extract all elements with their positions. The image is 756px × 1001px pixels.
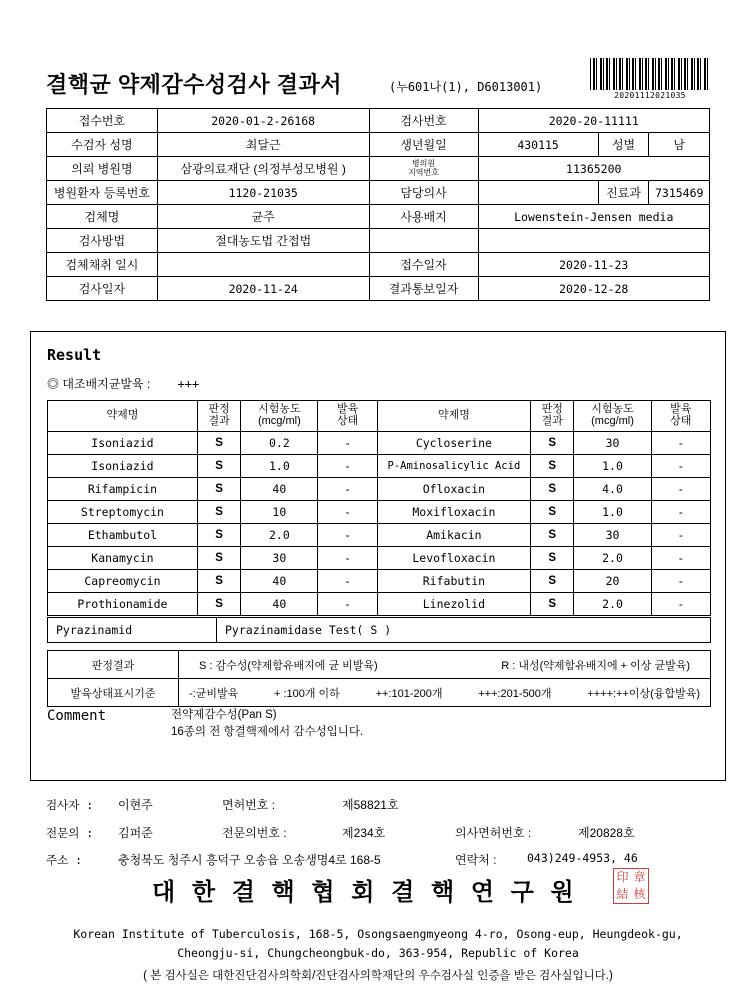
license-value: 제58821호 bbox=[342, 798, 399, 812]
drug-name: Linezolid bbox=[377, 593, 530, 616]
receipt-date-label: 접수일자 bbox=[369, 253, 478, 277]
col-growth-left bbox=[318, 401, 377, 432]
drug-judgement: S bbox=[531, 432, 574, 455]
drug-growth: - bbox=[318, 547, 377, 570]
dept-value: 7315469 bbox=[649, 181, 710, 205]
barcode-block bbox=[590, 58, 710, 100]
col-judgement-right-l1: 판정 bbox=[541, 403, 563, 416]
chart-no-value: 1120-21035 bbox=[157, 181, 369, 205]
table-row bbox=[48, 547, 711, 570]
drug-judgement: S bbox=[197, 570, 240, 593]
table-row bbox=[47, 253, 710, 277]
table-row bbox=[48, 478, 711, 501]
col-judgement-left bbox=[197, 401, 240, 432]
specialist-license-value: 제234호 bbox=[342, 826, 386, 840]
drug-conc: 4.0 bbox=[574, 478, 651, 501]
drug-name: Amikacin bbox=[377, 524, 530, 547]
col-judgement-right bbox=[531, 401, 574, 432]
drug-conc: 10 bbox=[241, 501, 318, 524]
drug-conc: 1.0 bbox=[241, 455, 318, 478]
col-conc-right bbox=[574, 401, 651, 432]
drug-judgement: S bbox=[197, 593, 240, 616]
specimen-label: 검체명 bbox=[47, 205, 158, 229]
drug-judgement: S bbox=[531, 524, 574, 547]
drug-growth: - bbox=[318, 501, 377, 524]
table-row bbox=[48, 651, 711, 679]
drug-name: Levofloxacin bbox=[377, 547, 530, 570]
col-judgement-left-l1: 판정 bbox=[208, 403, 230, 416]
result-title: Result bbox=[47, 346, 102, 364]
col-growth-left-l2: 상태 bbox=[336, 415, 359, 427]
report-date-value: 2020-12-28 bbox=[478, 277, 710, 301]
drug-growth: - bbox=[318, 524, 377, 547]
drug-name: Kanamycin bbox=[48, 547, 198, 570]
report-date-label: 결과통보일자 bbox=[369, 277, 478, 301]
drug-judgement: S bbox=[531, 478, 574, 501]
drug-conc: 40 bbox=[241, 593, 318, 616]
method-value: 절대농도법 간접법 bbox=[157, 229, 369, 253]
table-row bbox=[48, 524, 711, 547]
exam-date-value: 2020-11-24 bbox=[157, 277, 369, 301]
doctor-license-value: 제20828호 bbox=[578, 826, 635, 840]
col-conc-left bbox=[241, 401, 318, 432]
drug-conc: 40 bbox=[241, 478, 318, 501]
media-label: 사용배지 bbox=[369, 205, 478, 229]
col-judgement-right-l2: 결과 bbox=[541, 415, 563, 427]
drug-name: Streptomycin bbox=[48, 501, 198, 524]
institution-code-label-line2: 지역번호 bbox=[408, 167, 439, 177]
institution-code-label-line1: 병의원 bbox=[411, 159, 436, 169]
drug-growth: - bbox=[318, 478, 377, 501]
hospital-label: 의뢰 병원명 bbox=[47, 157, 158, 181]
organization-name: 대 한 결 핵 협 회 결 핵 연 구 원 bbox=[152, 879, 579, 906]
drug-conc: 1.0 bbox=[574, 501, 651, 524]
drug-growth: - bbox=[318, 593, 377, 616]
drug-conc: 0.2 bbox=[241, 432, 318, 455]
patient-name-label: 수검자 성명 bbox=[47, 133, 158, 157]
growth-legend-none: -:균비발육 bbox=[189, 687, 239, 700]
growth-legend-plus3: +++:201-500개 bbox=[478, 687, 552, 700]
doctor-license-label: 의사면허번호 : bbox=[455, 826, 532, 840]
growth-legend-label: 발육상태표시기준 bbox=[48, 679, 179, 707]
specimen-value: 균주 bbox=[157, 205, 369, 229]
contact-value: 043)249-4953, 46 bbox=[527, 851, 638, 865]
drug-judgement: S bbox=[531, 547, 574, 570]
drug-judgement: S bbox=[197, 547, 240, 570]
table-row bbox=[48, 593, 711, 616]
growth-legend-plus1: + :100개 이하 bbox=[273, 687, 340, 700]
specialist-name: 김퍼준 bbox=[118, 826, 153, 840]
examiner-label: 검사자 : bbox=[46, 798, 94, 812]
drug-name: Cycloserine bbox=[377, 432, 530, 455]
col-growth-right-l2: 상태 bbox=[670, 415, 692, 427]
exam-date-label: 검사일자 bbox=[47, 277, 158, 301]
drug-growth: - bbox=[318, 455, 377, 478]
collect-date-value bbox=[157, 253, 369, 277]
stamp-glyph-3: 結 bbox=[616, 887, 629, 901]
growth-legend-plus2: ++:101-200개 bbox=[375, 687, 443, 700]
table-row bbox=[48, 618, 711, 643]
table-row bbox=[47, 205, 710, 229]
drug-conc: 2.0 bbox=[574, 547, 651, 570]
drug-judgement: S bbox=[197, 524, 240, 547]
table-row bbox=[47, 181, 710, 205]
drug-conc: 40 bbox=[241, 570, 318, 593]
drug-table-body bbox=[48, 432, 711, 616]
doctor-label: 담당의사 bbox=[369, 181, 478, 205]
specialist-license-label: 전문의번호 : bbox=[222, 826, 287, 840]
drug-growth: - bbox=[651, 547, 710, 570]
control-growth-value: +++ bbox=[177, 377, 200, 391]
judgement-legend-r: R : 내성(약제함유배지에 + 이상 균발육) bbox=[501, 659, 690, 672]
drug-name: Ethambutol bbox=[48, 524, 198, 547]
drug-conc: 30 bbox=[574, 432, 651, 455]
col-drug-left: 약제명 bbox=[48, 401, 198, 432]
drug-growth: - bbox=[651, 478, 710, 501]
drug-judgement: S bbox=[197, 478, 240, 501]
stamp-icon bbox=[613, 868, 649, 904]
media-value: Lowenstein-Jensen media bbox=[478, 205, 710, 229]
col-judgement-left-l2: 결과 bbox=[208, 415, 230, 427]
drug-name: Isoniazid bbox=[48, 455, 198, 478]
sex-value: 남 bbox=[649, 133, 710, 157]
license-label: 면허번호 : bbox=[222, 798, 276, 812]
collect-date-label: 검체채취 일시 bbox=[47, 253, 158, 277]
control-growth-label: 대조배지균발육 : bbox=[62, 377, 151, 391]
table-row bbox=[47, 109, 710, 133]
judgement-legend-s: S : 감수성(약제함유배지에 균 비발육) bbox=[199, 659, 378, 672]
control-bullet-icon: ◎ bbox=[47, 377, 60, 391]
drug-name: Rifampicin bbox=[48, 478, 198, 501]
drug-conc: 1.0 bbox=[574, 455, 651, 478]
drug-judgement: S bbox=[197, 455, 240, 478]
address-english-line2: Cheongju-si, Chungcheongbuk-do, 363-954, Republic of Korea bbox=[177, 945, 579, 960]
drug-conc: 30 bbox=[241, 547, 318, 570]
method-label: 검사방법 bbox=[47, 229, 158, 253]
drug-growth: - bbox=[651, 501, 710, 524]
birth-value: 430115 bbox=[478, 133, 598, 157]
drug-susceptibility-table bbox=[47, 400, 711, 616]
drug-conc: 2.0 bbox=[241, 524, 318, 547]
pyrazinamid-table bbox=[47, 617, 711, 643]
drug-growth: - bbox=[651, 593, 710, 616]
table-row bbox=[47, 277, 710, 301]
drug-name: Isoniazid bbox=[48, 432, 198, 455]
address-label: 주소 : bbox=[46, 853, 83, 867]
patient-name-value: 최달근 bbox=[157, 133, 369, 157]
legend-table bbox=[47, 650, 711, 707]
table-row bbox=[48, 570, 711, 593]
result-section bbox=[30, 331, 726, 781]
dept-label: 진료과 bbox=[598, 181, 649, 205]
col-conc-left-l2: (mcg/ml) bbox=[257, 415, 301, 427]
barcode-number: 20201112021035 bbox=[614, 91, 686, 100]
growth-legend-plus4: ++++:++이상(융합발육) bbox=[587, 687, 700, 700]
stamp-glyph-1: 印 bbox=[616, 870, 629, 884]
receipt-no-value: 2020-01-2-26168 bbox=[157, 109, 369, 133]
drug-growth: - bbox=[651, 570, 710, 593]
doctor-value bbox=[478, 181, 598, 205]
chart-no-label: 병원환자 등록번호 bbox=[47, 181, 158, 205]
drug-growth: - bbox=[651, 432, 710, 455]
address-value: 충청북도 청주시 흥덕구 오송읍 오송생명4로 168-5 bbox=[118, 853, 381, 867]
drug-conc: 2.0 bbox=[574, 593, 651, 616]
stamp-glyph-4: 核 bbox=[633, 887, 646, 901]
patient-info-table bbox=[46, 108, 710, 301]
drug-name: P-Aminosalicylic Acid bbox=[377, 455, 530, 478]
address-english-line1: Korean Institute of Tuberculosis, 168-5, Osongsaengmyeong 4-ro, Osong-eup, Heungdeok-gu, bbox=[73, 927, 683, 941]
judgement-legend-values bbox=[179, 651, 711, 679]
col-growth-left-l1: 발육 bbox=[336, 403, 359, 416]
drug-growth: - bbox=[318, 432, 377, 455]
accreditation-note: ( 본 검사실은 대한진단검사의학회/진단검사의학재단의 우수검사실 인증을 받은 검사실입니다.) bbox=[143, 970, 613, 982]
test-no-label: 검사번호 bbox=[369, 109, 478, 133]
comment-body bbox=[171, 707, 363, 742]
examiner-name: 이현주 bbox=[118, 798, 153, 812]
table-row bbox=[47, 133, 710, 157]
drug-judgement: S bbox=[197, 501, 240, 524]
table-row bbox=[48, 455, 711, 478]
comment-label: Comment bbox=[47, 708, 107, 724]
document-header bbox=[46, 58, 710, 104]
sex-label: 성별 bbox=[598, 133, 649, 157]
col-growth-right-l1: 발육 bbox=[670, 403, 692, 416]
stamp-glyph-2: 章 bbox=[633, 870, 646, 884]
institution-code-value: 11365200 bbox=[478, 157, 710, 181]
drug-conc: 20 bbox=[574, 570, 651, 593]
drug-name: Rifabutin bbox=[377, 570, 530, 593]
pyrazinamid-value: Pyrazinamidase Test( S ) bbox=[217, 618, 711, 643]
table-row bbox=[47, 157, 710, 181]
drug-growth: - bbox=[318, 570, 377, 593]
contact-label: 연락처 : bbox=[455, 853, 497, 867]
receipt-no-label: 접수번호 bbox=[47, 109, 158, 133]
specialist-label: 전문의 : bbox=[46, 826, 94, 840]
drug-name: Moxifloxacin bbox=[377, 501, 530, 524]
document-code: (누601나(1), D6013001) bbox=[389, 80, 543, 94]
pyrazinamid-label: Pyrazinamid bbox=[48, 618, 217, 643]
drug-judgement: S bbox=[197, 432, 240, 455]
col-growth-right bbox=[651, 401, 710, 432]
barcode-icon bbox=[590, 58, 708, 90]
comment-line-1: 전약제감수성(Pan S) bbox=[171, 709, 277, 721]
drug-name: Capreomycin bbox=[48, 570, 198, 593]
method-blank-1 bbox=[369, 229, 478, 253]
drug-name: Prothionamide bbox=[48, 593, 198, 616]
drug-growth: - bbox=[651, 524, 710, 547]
drug-conc: 30 bbox=[574, 524, 651, 547]
comment-line-2: 16종의 전 항결핵제에서 감수성입니다. bbox=[171, 726, 364, 739]
table-header-row bbox=[48, 401, 711, 432]
growth-legend-values bbox=[179, 679, 711, 707]
col-conc-right-l1: 시험농도 bbox=[591, 403, 634, 416]
col-conc-right-l2: (mcg/ml) bbox=[591, 415, 634, 427]
drug-judgement: S bbox=[531, 570, 574, 593]
drug-growth: - bbox=[651, 455, 710, 478]
test-no-value: 2020-20-11111 bbox=[478, 109, 710, 133]
col-conc-left-l1: 시험농도 bbox=[258, 403, 301, 416]
method-blank-2 bbox=[478, 229, 710, 253]
col-drug-right: 약제명 bbox=[377, 401, 530, 432]
stamp-inner bbox=[614, 869, 648, 903]
drug-name: Ofloxacin bbox=[377, 478, 530, 501]
drug-judgement: S bbox=[531, 501, 574, 524]
institution-code-label bbox=[369, 157, 478, 181]
table-row bbox=[48, 501, 711, 524]
address-english bbox=[0, 925, 756, 963]
receipt-date-value: 2020-11-23 bbox=[478, 253, 710, 277]
drug-judgement: S bbox=[531, 593, 574, 616]
birth-label: 생년월일 bbox=[369, 133, 478, 157]
control-growth-line bbox=[47, 375, 199, 392]
judgement-legend-label: 판정결과 bbox=[48, 651, 179, 679]
drug-judgement: S bbox=[531, 455, 574, 478]
page-title: 결핵균 약제감수성검사 결과서 bbox=[46, 72, 343, 97]
table-row bbox=[48, 432, 711, 455]
table-row bbox=[47, 229, 710, 253]
hospital-value: 삼광의료재단 (의정부성모병원 ) bbox=[157, 157, 369, 181]
table-row bbox=[48, 679, 711, 707]
